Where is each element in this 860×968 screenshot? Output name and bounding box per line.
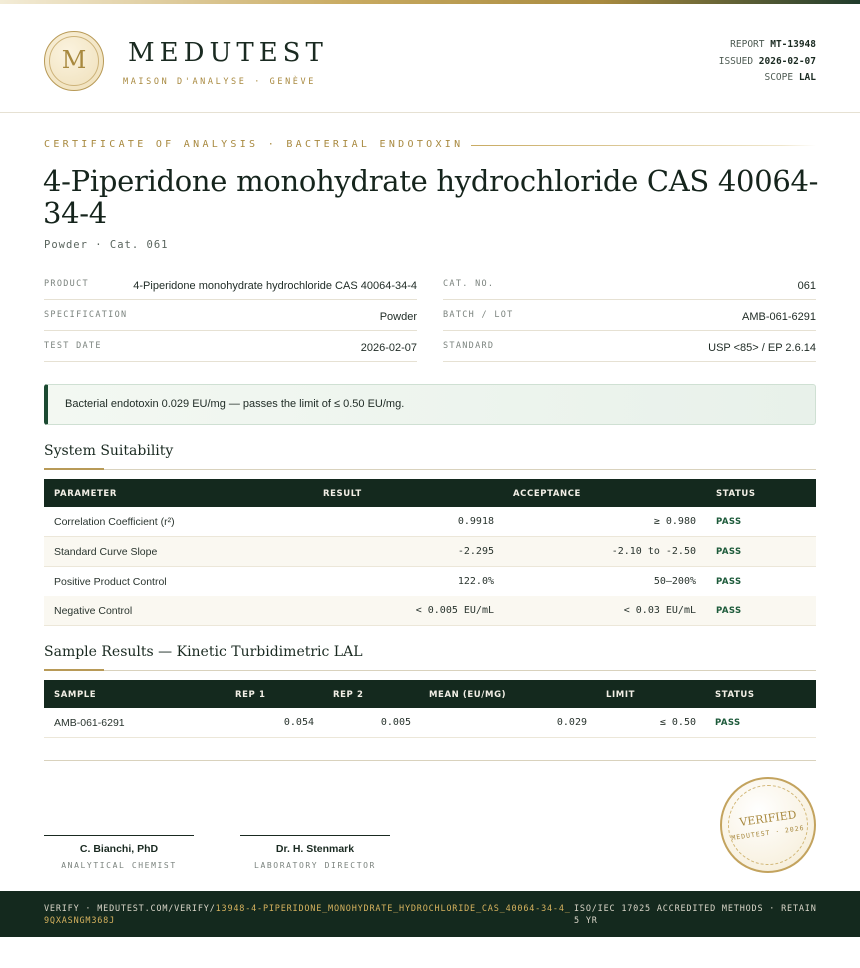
- status-badge: PASS: [716, 577, 742, 587]
- cell-result: 0.9918: [457, 516, 494, 527]
- info-batch: [443, 300, 816, 331]
- column-header: ACCEPTANCE: [513, 489, 581, 499]
- cell-result: 122.0%: [457, 576, 494, 587]
- status-badge: PASS: [716, 547, 742, 557]
- verify-text: [44, 903, 574, 927]
- cell-parameter: Standard Curve Slope: [54, 546, 158, 558]
- cell-acceptance: 50–200%: [653, 576, 696, 587]
- info-value: 4-Piperidone monohydrate hydrochloride CAS 40064-34-4: [133, 280, 417, 292]
- table-row: [44, 596, 816, 626]
- cell-sample: AMB-061-6291: [54, 717, 125, 729]
- signature-block: [240, 835, 390, 870]
- signer-role: ANALYTICAL CHEMIST: [61, 861, 177, 870]
- section-accent: [44, 669, 104, 671]
- brand-name: MEDUTEST: [128, 38, 328, 68]
- cell-rep1: 0.054: [283, 717, 314, 728]
- cell-result: < 0.005 EU/mL: [415, 605, 494, 616]
- scope-value: LAL: [798, 72, 816, 83]
- logo-letter: M: [61, 46, 87, 74]
- report-label: REPORT: [730, 39, 765, 50]
- column-header: REP 1: [235, 690, 266, 700]
- section-title-samples: Sample Results — Kinetic Turbidimetric LAL: [44, 644, 363, 660]
- info-specification: [44, 300, 417, 331]
- info-value: 2026-02-07: [360, 342, 417, 354]
- info-test-date: [44, 331, 417, 362]
- report-number: MT-13948: [770, 39, 816, 50]
- report-header: [0, 4, 860, 113]
- section-rule: [44, 469, 816, 470]
- footer: [0, 891, 860, 937]
- info-value: AMB-061-6291: [742, 311, 816, 323]
- cell-rep2: 0.005: [380, 717, 411, 728]
- cell-limit: ≤ 0.50: [659, 717, 696, 728]
- status-badge: PASS: [716, 606, 742, 616]
- info-label: TEST DATE: [44, 341, 102, 351]
- certificate-label: CERTIFICATE OF ANALYSIS · BACTERIAL ENDOTOXIN: [44, 139, 464, 150]
- scope-label: SCOPE: [764, 72, 794, 83]
- verdict-text: Bacterial endotoxin 0.029 EU/mg — passes the limit of ≤ 0.50 EU/mg.: [65, 398, 405, 410]
- section-accent: [44, 468, 104, 470]
- signer-name: Dr. H. Stenmark: [275, 843, 355, 855]
- brand-logo: [44, 31, 104, 91]
- info-label: STANDARD: [443, 341, 495, 351]
- seal-text: VERIFIED: [738, 808, 798, 829]
- info-value: USP <85> / EP 2.6.14: [708, 342, 816, 354]
- signature-block: [44, 835, 194, 870]
- cell-result: -2.295: [457, 546, 494, 557]
- info-standard: [443, 331, 816, 362]
- divider: [44, 760, 816, 761]
- status-badge: PASS: [716, 517, 742, 527]
- cell-acceptance: < 0.03 EU/mL: [623, 605, 696, 616]
- page-title: 4-Piperidone monohydrate hydrochloride CAS 40064-34-4: [43, 164, 819, 230]
- info-label: PRODUCT: [44, 279, 89, 289]
- issued-label: ISSUED: [718, 55, 754, 67]
- verify-link[interactable]: 13948-4-PIPERIDONE_MONOHYDRATE_HYDROCHLORIDE_CAS_40064-34-4_9QXASNGM368J: [44, 904, 571, 926]
- cell-mean: 0.029: [556, 717, 587, 728]
- cell-parameter: Correlation Coefficient (r²): [54, 516, 175, 528]
- column-header: RESULT: [323, 489, 362, 499]
- table-row: [44, 507, 816, 537]
- verdict-banner: [44, 384, 816, 425]
- seal-subtext: MEDUTEST · 2026: [730, 823, 806, 843]
- section-title-suitability: System Suitability: [44, 443, 174, 459]
- cell-parameter: Positive Product Control: [54, 576, 167, 588]
- info-value: Powder: [379, 311, 417, 323]
- divider: [471, 145, 816, 146]
- table-row: [44, 567, 816, 597]
- column-header: STATUS: [716, 489, 756, 499]
- table-row: [44, 537, 816, 567]
- column-header: REP 2: [333, 690, 364, 700]
- signer-name: C. Bianchi, PhD: [79, 843, 159, 855]
- table-row: [44, 708, 816, 738]
- info-label: CAT. NO.: [443, 279, 495, 289]
- column-header: SAMPLE: [54, 690, 97, 700]
- suitability-table-header: [44, 479, 816, 507]
- verified-seal: [720, 777, 816, 873]
- info-label: SPECIFICATION: [44, 310, 128, 320]
- report-meta: [719, 37, 816, 87]
- column-header: STATUS: [715, 690, 755, 700]
- samples-table-header: [44, 680, 816, 708]
- issued-date: 2026-02-07: [758, 55, 816, 67]
- cell-parameter: Negative Control: [54, 605, 133, 617]
- section-rule: [44, 670, 816, 671]
- signer-role: LABORATORY DIRECTOR: [254, 861, 376, 870]
- accreditation-text: ISO/IEC 17025 ACCREDITED METHODS · RETAIN 5 YR: [574, 904, 817, 926]
- column-header: PARAMETER: [54, 489, 117, 499]
- cell-acceptance: -2.10 to -2.50: [611, 546, 696, 557]
- cell-acceptance: ≥ 0.980: [653, 516, 696, 527]
- info-product: [44, 269, 417, 300]
- verify-prefix: VERIFY · MEDUTEST.COM/VERIFY/: [44, 904, 216, 914]
- brand-tagline: MAISON D'ANALYSE · GENÈVE: [123, 77, 316, 87]
- status-badge: PASS: [715, 718, 741, 728]
- info-value: 061: [797, 280, 816, 292]
- info-cat-no: [443, 269, 816, 300]
- column-header: LIMIT: [606, 690, 635, 700]
- info-label: BATCH / LOT: [443, 310, 514, 320]
- column-header: MEAN (EU/MG): [429, 690, 507, 700]
- product-subline: Powder · Cat. 061: [44, 239, 169, 251]
